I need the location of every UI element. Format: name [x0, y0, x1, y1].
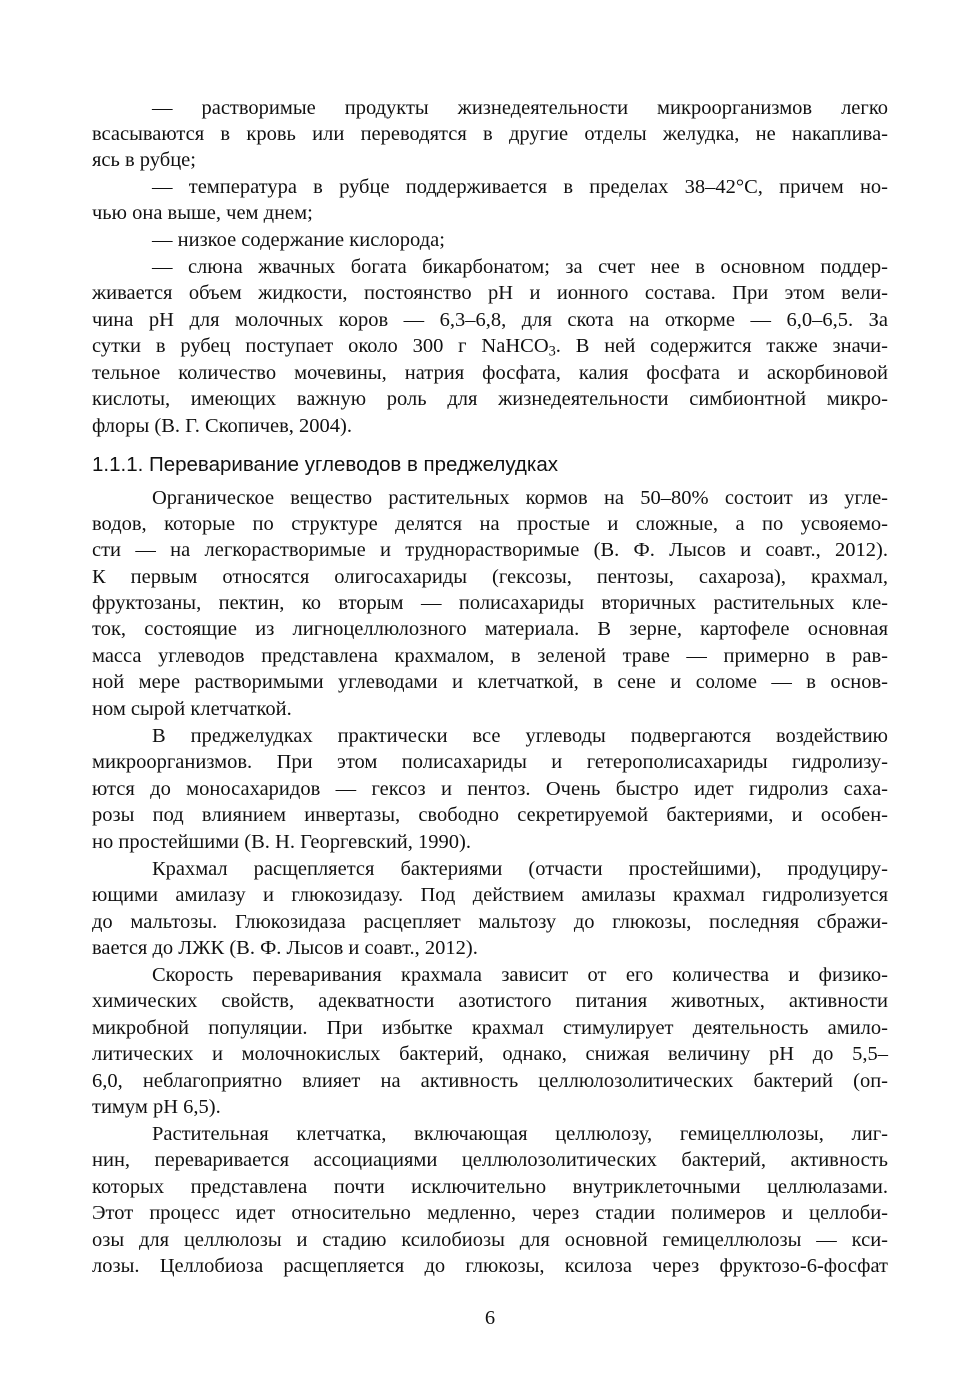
text-line: ток, состоящие из лигноцеллюлозного материала. В зерне, картофеле основная	[92, 618, 888, 640]
text-line: ющими амилазу и глюкозидазу. Под действием амилазы крахмал гидролизуется	[92, 884, 888, 906]
text-line: литических и молочнокислых бактерий, однако, снижая величину рН до 5,5–	[92, 1043, 888, 1065]
page-number: 6	[484, 1307, 496, 1329]
text-line: водов, которые по структуре делятся на простые и сложные, а по усвояемо-	[92, 513, 888, 535]
text-line: кислоты, имеющих важную роль для жизнедеятельности симбионтной микро-	[92, 388, 888, 410]
text-line: — слюна жвачных богата бикарбонатом; за счет нее в основном поддер-	[152, 256, 888, 278]
text-line: тельное количество мочевины, натрия фосфата, калия фосфата и аскорбиновой	[92, 362, 888, 384]
text-line: Органическое вещество растительных кормов на 50–80% состоит из угле-	[152, 487, 888, 509]
text-line: которых представлена почти исключительно внутриклеточными целлюлазами.	[92, 1176, 888, 1198]
text-line: всасываются в кровь или переводятся в другие отделы желудка, не накаплива-	[92, 123, 888, 145]
text-line: нин, переваривается ассоциациями целлюлозолитических бактерий, активность	[92, 1149, 888, 1171]
text-line: озы для целлюлозы и стадию ксилобиозы для основной гемицеллюлозы — кси-	[92, 1229, 888, 1251]
text-line: микроорганизмов. При этом полисахариды и гетерополисахариды гидролизу-	[92, 751, 888, 773]
text-line: Скорость переваривания крахмала зависит от его количества и физико-	[152, 964, 888, 986]
text-line: химических свойств, адекватности азотистого питания животных, активности	[92, 990, 888, 1012]
text-line: ясь в рубце;	[92, 149, 196, 171]
subscript: 3	[548, 343, 556, 360]
text-line-with-formula	[92, 334, 888, 358]
text-fragment: . В ней содержится также значи-	[555, 335, 888, 357]
text-line: 6,0, неблагоприятно влияет на активность целлюлозолитических бактерий (оп-	[92, 1070, 888, 1092]
text-line: ном сырой клетчаткой.	[92, 698, 292, 720]
text-line: чина рН для молочных коров — 6,3–6,8, для скота на откорме — 6,0–6,5. За	[92, 309, 888, 331]
text-line: К первым относятся олигосахариды (гексозы, пентозы, сахароза), крахмал,	[92, 566, 888, 588]
text-line: Этот процесс идет относительно медленно, через стадии полимеров и целлоби-	[92, 1202, 888, 1224]
text-line: ются до моносахаридов — гексоз и пентоз. Очень быстро идет гидролиз саха-	[92, 778, 888, 800]
text-line: — растворимые продукты жизнедеятельности микроорганизмов легко	[152, 97, 888, 119]
text-line: вается до ЛЖК (В. Ф. Лысов и соавт., 2012).	[92, 937, 478, 959]
section-heading: 1.1.1. Переваривание углеводов в преджелудках	[92, 453, 558, 476]
text-line: чью она выше, чем днем;	[92, 202, 313, 224]
text-line: масса углеводов представлена крахмалом, в зеленой траве — примерно в рав-	[92, 645, 888, 667]
text-line: но простейшими (В. Н. Георгевский, 1990).	[92, 831, 471, 853]
text-line: — температура в рубце поддерживается в пределах 38–42°С, причем но-	[152, 176, 888, 198]
text-line: сти — на легкорастворимые и труднорастворимые (В. Ф. Лысов и соавт., 2012).	[92, 539, 888, 561]
text-line: микробной популяции. При избытке крахмал стимулирует деятельность амило-	[92, 1017, 888, 1039]
text-line: тимум рН 6,5).	[92, 1096, 221, 1118]
text-line: Крахмал расщепляется бактериями (отчасти простейшими), продуциру-	[152, 858, 888, 880]
text-line: — низкое содержание кислорода;	[152, 229, 445, 251]
text-line: флоры (В. Г. Скопичев, 2004).	[92, 415, 353, 437]
text-line: ной мере растворимыми углеводами и клетчаткой, в сене и соломе — в основ-	[92, 671, 888, 693]
text-line: до мальтозы. Глюкозидаза расцепляет мальтозу до глюкозы, последняя сбражи-	[92, 911, 888, 933]
text-line: В преджелудках практически все углеводы подвергаются воздействию	[152, 725, 888, 747]
text-line: Растительная клетчатка, включающая целлюлозу, гемицеллюлозы, лиг-	[152, 1123, 888, 1145]
text-fragment: сутки в рубец поступает около 300 г NaHCO	[92, 335, 549, 357]
text-line: розы под влиянием инвертазы, свободно секретируемой бактериями, и особен-	[92, 804, 888, 826]
text-line: лозы. Целлобиоза расщепляется до глюкозы, ксилоза через фруктозо-6-фосфат	[92, 1255, 888, 1277]
text-line: фруктозаны, пектин, ко вторым — полисахариды вторичных растительных кле-	[92, 592, 888, 614]
text-line: живается объем жидкости, постоянство рН и ионного состава. При этом вели-	[92, 282, 888, 304]
